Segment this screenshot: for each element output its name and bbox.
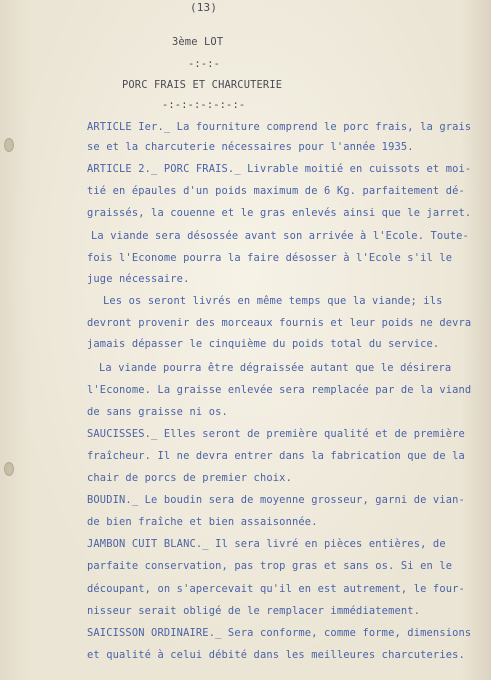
body-line: fraîcheur. Il ne devra entrer dans la fabrication que de la xyxy=(87,450,465,462)
body-line: JAMBON CUIT BLANC._ Il sera livré en pièces entières, de xyxy=(87,538,446,550)
body-line: La viande pourra être dégraissée autant que le désirera xyxy=(99,362,452,374)
body-line: jamais dépasser le cinquième du poids total du service. xyxy=(87,338,440,350)
body-line: de bien fraîche et bien assaisonnée. xyxy=(87,516,318,528)
body-line: l'Econome. La graisse enlevée sera remplacée par de la viand xyxy=(87,384,472,396)
lot-title: 3ème LOT xyxy=(172,36,224,48)
section-title: PORC FRAIS ET CHARCUTERIE xyxy=(122,79,283,91)
body-line: ARTICLE 2._ PORC FRAIS._ Livrable moitié en cuissots et moi- xyxy=(87,163,472,175)
body-line: ARTICLE Ier._ La fourniture comprend le porc frais, la grais xyxy=(87,121,472,133)
body-line: juge nécessaire. xyxy=(87,273,190,285)
body-line: découpant, on s'apercevait qu'il en est autrement, le four- xyxy=(87,583,465,595)
body-line: fois l'Econome pourra la faire désosser à l'Ecole s'il le xyxy=(87,252,453,264)
body-line: SAUCISSES._ Elles seront de première qualité et de première xyxy=(87,428,465,440)
body-line: Les os seront livrés en même temps que la viande; ils xyxy=(103,295,443,307)
body-line: chair de porcs de premier choix. xyxy=(87,472,292,484)
body-line: devront provenir des morceaux fournis et leur poids ne devra xyxy=(87,317,472,329)
body-line: de sans graisse ni os. xyxy=(87,406,228,418)
body-line: tié en épaules d'un poids maximum de 6 Kg. parfaitement dé- xyxy=(87,185,465,197)
body-line: se et la charcuterie nécessaires pour l'année 1935. xyxy=(87,141,414,153)
separator: -:-:-:-:-:-:- xyxy=(162,99,246,111)
body-line: et qualité à celui débité dans les meilleures charcuteries. xyxy=(87,649,465,661)
binding-hole xyxy=(4,138,14,152)
body-line: SAICISSON ORDINAIRE._ Sera conforme, comme forme, dimensions xyxy=(87,627,472,639)
binding-hole xyxy=(4,462,14,476)
body-line: parfaite conservation, pas trop gras et sans os. Si en le xyxy=(87,560,453,572)
body-line: graissés, la couenne et le gras enlevés ainsi que le jarret. xyxy=(87,207,472,219)
separator: -:-:- xyxy=(188,58,221,70)
page-number: (13) xyxy=(190,1,218,14)
body-line: La viande sera désossée avant son arrivée à l'Ecole. Toute- xyxy=(91,230,469,242)
body-line: BOUDIN._ Le boudin sera de moyenne grosseur, garni de vian- xyxy=(87,494,465,506)
body-line: nisseur serait obligé de le remplacer immédiatement. xyxy=(87,605,421,617)
